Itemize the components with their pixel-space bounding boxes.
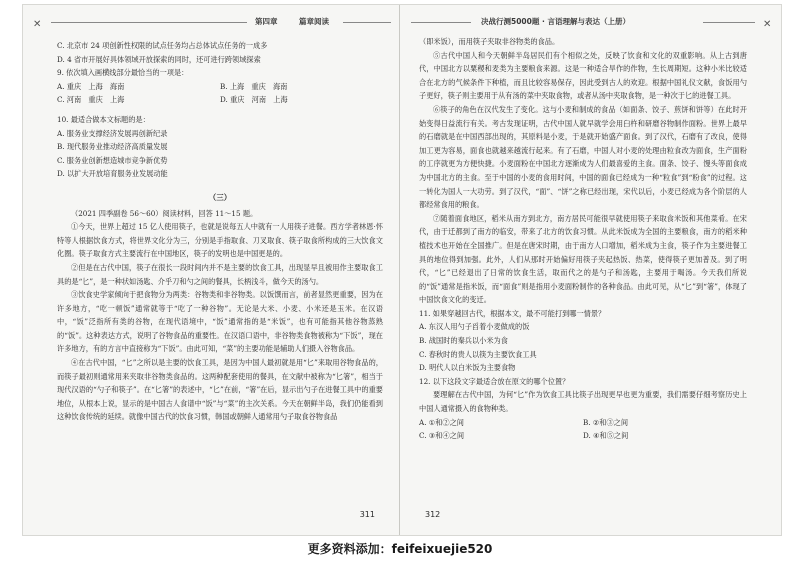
paragraph: ②但是在古代中国，筷子在很长一段时间内并不是主要的饮食工具，出现显早且被用作主要取食工具的是“匕”，是一种状如汤匙、介乎刀和勺之间的餐具，长柄浅斗，做今天的汤勺。 — [57, 262, 383, 286]
option-b: B. ②和③之间 — [583, 417, 629, 427]
corner-mark-icon: ✕ — [763, 19, 772, 30]
question-12-stem: 12. 以下这段文字最适合放在原文的哪个位置？ — [419, 376, 570, 386]
left-running-header — [23, 13, 399, 30]
option-a: A. 重庆 上海 海南 — [57, 81, 125, 91]
footer-contact: 更多资料添加：feifeixuejie520 — [307, 542, 493, 556]
right-page-body — [419, 35, 747, 443]
header-rule — [343, 22, 391, 23]
left-page — [23, 5, 400, 535]
question-12-options — [419, 416, 747, 443]
option-d: D. ④和⑤之间 — [583, 431, 629, 441]
option-d: D. 以扩大开放培育服务业发展动能 — [57, 169, 168, 179]
paragraph: ④在古代中国，“匕”之所以是主要的饮食工具，是因为中国人最初就是用“匕”来取用谷物食品的，而筷子最初则通常用来夹取非谷物类食品的。这两种配套使用的餐具，在文献中被称为“匕箸”，相当于现代汉语的“勺子和筷子”。在“匕箸”的表述中，“匕”在前，“箸”在后，显示出勺子在进餐工具中的重要地位，从根本上说，显示的是中国古人食谱中“饭”与“菜”的主次关系。今天在朝鲜半岛，我们仍能看到这种饮食传统的延续。就像中国古代的饮食习惯，韩国或朝鲜人通常用勺子取食谷物食品 — [57, 358, 383, 422]
option-c: C. ③和④之间 — [419, 431, 465, 441]
option-d: D. 重庆 河南 上海 — [220, 95, 288, 105]
section-title: 篇章阅读 — [299, 17, 329, 26]
paragraph: ③饮食史学家倾向于把食物分为两类：谷物类和非谷物类。以饭馔而言，前者显然更重要，因为在许多地方，“吃一顿饭”通常就等于“吃了一种谷物”。无论是大米、小麦、小米还是玉米。在汉语中，“饭”泛指所有类的谷物，在现代语境中，“饭”通常指的是“米饭”，也有可能指其他谷物蒸熟的“饭”。这种表达方式，说明了谷物食品的重要性。在汉语口语中，非谷物类食物被称为“下饭”，现在许多地方，有的方言中直接称为“下饭”。由此可知，“菜”的主要功能是辅助人们摄入谷物食品。 — [57, 290, 383, 354]
left-page-body — [57, 39, 383, 424]
page-number: 312 — [425, 510, 441, 519]
chapter-label: 第四章 — [255, 17, 278, 26]
option-line: D. 4 省市开展好具体领域开放探索的同时，还可进行跨领域探索 — [57, 54, 261, 64]
header-rule — [51, 22, 247, 23]
section-heading: （三） — [208, 192, 232, 202]
option-c: C. 服务业创新想造城市竞争新优势 — [57, 155, 168, 165]
right-page — [403, 5, 781, 535]
book-spread — [22, 4, 782, 536]
question-11-stem: 11. 如果穿越回古代，根据本文，最不可能打到哪一情景？ — [419, 308, 606, 318]
question-10-stem: 10. 最适合做本文标题的是： — [57, 114, 150, 124]
option-b: B. 现代服务业推动经济高质量发展 — [57, 142, 168, 152]
question-9-options — [57, 80, 383, 107]
book-title: 决战行测5000题 · 言语理解与表达（上册） — [481, 17, 630, 26]
option-b: B. 战国时的秦兵以小米为食 — [419, 336, 508, 346]
option-a: A. ①和②之间 — [419, 417, 464, 427]
paragraph: ⑤古代中国人和今天朝鲜半岛居民们有个相似之处，反映了饮食和文化的双重影响。从上古到唐代，中国北方以粟稷和麦类为主要粮食来源。这是一种适合旱作的作物，生长周期短。这种小米比较适合在北方的气候条件下种植，而且比较容易保存，因此受到古人的欢迎。根据中国礼仪文献，食饭用勺子更好，筷子则主要用于从有汤的菜中夹取食物，或者从汤中夹取食物，是一种次于匕的进餐工具。 — [419, 50, 747, 101]
option-line: C. 北京市 24 项创新性权限的试点任务均占总体试点任务的一成多 — [57, 41, 268, 50]
page-number: 311 — [359, 510, 375, 519]
header-rule — [703, 22, 755, 23]
option-a: A. 服务业支撑经济发展再创新纪录 — [57, 128, 168, 138]
paragraph: （即米饭），而用筷子夹取非谷物类的食品。 — [419, 37, 560, 46]
option-d: D. 明代人以白米饭为主要食物 — [419, 363, 516, 373]
option-b: B. 上海 重庆 海南 — [220, 81, 288, 91]
header-rule — [411, 22, 471, 23]
corner-mark-icon: ✕ — [33, 19, 42, 30]
question-9-stem: 9. 依次填入画横线部分最恰当的一项是： — [57, 68, 189, 78]
option-c: C. 河南 重庆 上海 — [57, 95, 125, 105]
paragraph: ⑥筷子的角色在汉代发生了变化。这与小麦和制成的食品（如面条、饺子、煎饼和饼等）在此时开始变得日益流行有关。考古发现证明，古代中国人就早就学会用臼杵和研磨谷物制作面粉。世界上最早的石磨就是在中国西部出现的，其原料是小麦，于是就开始盛产面食。到了汉代，石磨有了改良，使得加工更为容易，面食也就越来越流行起来。有了石磨，中国人对小麦的处理由粒食改为面食，生产面粉的工序就更为方便快捷。小麦面粉在中国北方逐渐成为人们最喜爱的主食。面条、饺子、馒头等面食成为中国北方的主食。至于中国的小麦的食用时间，中国的面食已经成为一种“粒食”到“粉食”的过程。这一转化为国人一大功劳。到了汉代，“面”、“饼”之称已经出现，宋代以后，小麦已经成为各个阶层的人都经常食用的粮食。 — [419, 104, 747, 210]
reading-intro: （2021 四季副卷 56～60）阅读材料，回答 11～15 题。 — [71, 208, 258, 218]
right-running-header — [403, 13, 781, 30]
paragraph: ⑦随着面食地区，稻米从南方到北方，南方居民可能很早就使用筷子来取食米饭和其他菜肴。在宋代，由于迁都到了南方的临安，带来了北方的饮食习惯。从此米饭成为全国的主要粮食，南方的稻米种植技术也开始在全国推广。但是在唐宋时期，由于南方人口增加，稻米成为主食，筷子作为主要进餐工具的地位得到加强。此外，人们从那时开始偏好用筷子夹起热饭、热菜，使得筷子更加普及。到了明代，“匕”已经退出了日常的饮食生活，取而代之的是勺子和汤匙，主要用于喝汤。今天我们所说的“饭”通常是指米饭，而“面食”则是指用小麦面粉制作的各种食品。由此可见，从“匕”到“箸”，体现了中国饮食文化的变迁。 — [419, 213, 747, 305]
paragraph: ①今天，世界上超过 15 亿人使用筷子，也就是说每五人中就有一人用筷子进餐。西方学者林恩·怀特等人根据饮食方式，将世界文化分为三，分别是手指取食、刀叉取食、筷子取食所构成的三大饮食文化圈。筷子取食方式主要流行在中国地区，筷子的发明也是中国更是的。 — [57, 222, 383, 259]
option-a: A. 东汉人用勺子舀着小麦做成的饭 — [419, 322, 530, 332]
question-12-passage: 要理解在古代中国，为何“匕”作为饮食工具比筷子出现更早也更为重要，我们需要仔细考察历史上中国人通常摄入的食物种类。 — [419, 390, 747, 414]
option-c: C. 春秋时的贵人以筷为主要饮食工具 — [419, 349, 537, 359]
